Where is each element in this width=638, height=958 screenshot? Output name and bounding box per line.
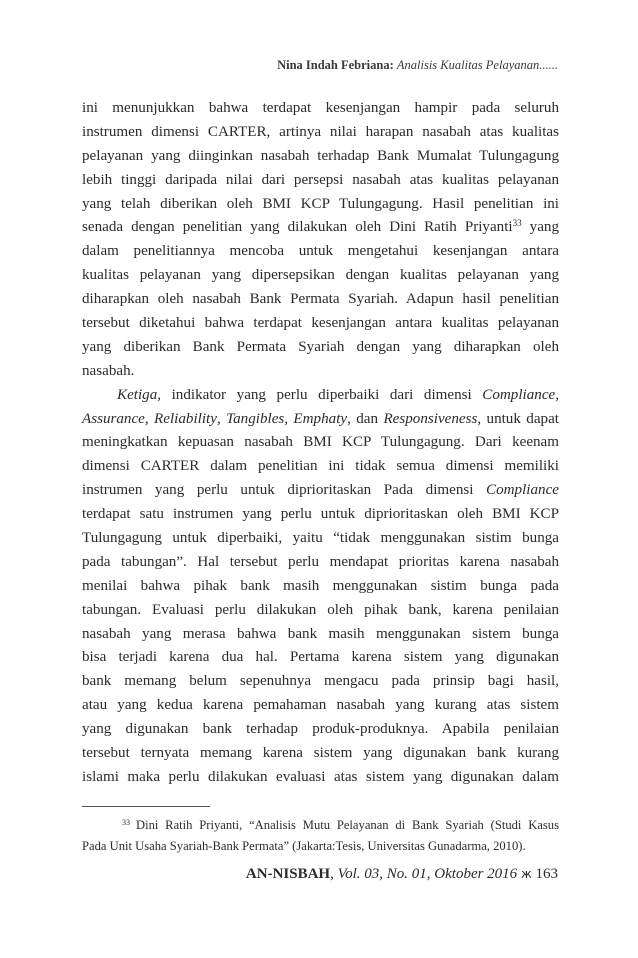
text-line: menilai bahwa pihak bank masih menggunakan sistim bunga pada [82, 577, 559, 594]
footnote-number: 33 [122, 818, 130, 827]
text-line: tersebut ternyata memang karena sistem yang digunakan bank kurang [82, 745, 559, 762]
footnote-divider [82, 806, 210, 807]
text-line: meningkatkan kepuasan nasabah BMI KCP Tulungagung. Dari keenam [82, 434, 559, 451]
header-author: Nina Indah Febriana: [277, 58, 394, 72]
footnote-ref: 33 [512, 218, 522, 229]
text-line: Tulungagung untuk diperbaiki, yaitu “tidak menggunakan sistim bunga [82, 530, 559, 547]
text-line: atau yang kedua karena pemahaman nasabah yang kurang atas sistem [82, 697, 559, 714]
footer-ornament: ж [520, 867, 532, 881]
text-line: pelayanan yang diinginkan nasabah terhadap Bank Mumalat Tulungagung [82, 147, 559, 164]
text-line: ini menunjukkan bahwa terdapat kesenjangan hampir pada seluruh [82, 100, 559, 116]
text-line: bisa terjadi karena dua hal. Pertama karena sistem yang digunakan [82, 649, 559, 666]
text-line: tersebut diketahui bahwa terdapat kesenjangan antara kualitas pelayanan [82, 315, 559, 332]
footnote-line: $^{33}$ Dini Ratih Priyanti, “Analisis Mutu Pelayanan di Bank Syariah (Studi Kasus [122, 818, 559, 832]
text-line: yang telah diberikan oleh BMI KCP Tulungagung. Hasil penelitian ini [82, 195, 559, 212]
footer-journal: AN-NISBAH [245, 866, 331, 882]
text-line: islami maka perlu dilakukan evaluasi atas sistem yang digunakan dalam [82, 768, 559, 785]
text-line: senada dengan penelitian yang dilakukan oleh Dini Ratih Priyanti$^{33}$ yang [82, 218, 559, 236]
running-footer [246, 866, 558, 883]
text-line: yang digunakan bank terhadap produk-produknya. Apabila penilaian [82, 721, 559, 738]
footer-issue: , Vol. 03, No. 01, Oktober 2016 [330, 866, 518, 882]
body-text [82, 97, 559, 790]
text-line: diharapkan oleh nasabah Bank Permata Syariah. Adapun hasil penelitian [82, 291, 559, 308]
footnote-line: Pada Unit Usaha Syariah-Bank Permata” (Jakarta:Tesis, Universitas Gunadarma, 2010). [82, 839, 526, 853]
text-line: kualitas pelayanan yang dipersepsikan dengan kualitas pelayanan yang [82, 267, 559, 284]
page-number: 163 [535, 866, 558, 882]
text-line: bank memang belum sepenuhnya mengacu pada prinsip bagi hasil, [82, 673, 559, 690]
text-line: lebih tinggi daripada nilai dari persepsi nasabah atas kualitas pelayanan [82, 171, 559, 188]
text-line: dimensi CARTER dalam penelitian ini tidak semua dimensi memiliki [82, 458, 559, 475]
footnote [82, 815, 559, 857]
running-header [277, 58, 558, 73]
text-line: tabungan. Evaluasi perlu dilakukan oleh pihak bank, karena penilaian [82, 601, 559, 618]
text-line: instrumen dimensi CARTER, artinya nilai harapan nasabah atas kualitas [82, 123, 559, 140]
text-line: terdapat satu instrumen yang perlu untuk diprioritaskan oleh BMI KCP [82, 506, 559, 523]
text-line: dalam penelitiannya mencoba untuk mengetahui kesenjangan antara [82, 243, 559, 260]
text-line: Ketiga, indikator yang perlu diperbaiki dari dimensi Compliance, [117, 386, 559, 403]
text-line: Assurance, Reliability, Tangibles, Emphaty, dan Responsiveness, untuk dapat [82, 410, 559, 427]
text-line: yang diberikan Bank Permata Syariah dengan yang diharapkan oleh [82, 338, 559, 355]
text-line: nasabah. [82, 362, 135, 379]
text-line: pada tabungan”. Hal tersebut perlu mendapat prioritas karena nasabah [82, 553, 559, 570]
text-line: instrumen yang perlu untuk diprioritaskan Pada dimensi Compliance [82, 482, 559, 499]
header-title: Analisis Kualitas Pelayanan...... [396, 58, 558, 72]
text-line: nasabah yang merasa bahwa bank masih menggunakan sistem bunga [82, 625, 559, 642]
